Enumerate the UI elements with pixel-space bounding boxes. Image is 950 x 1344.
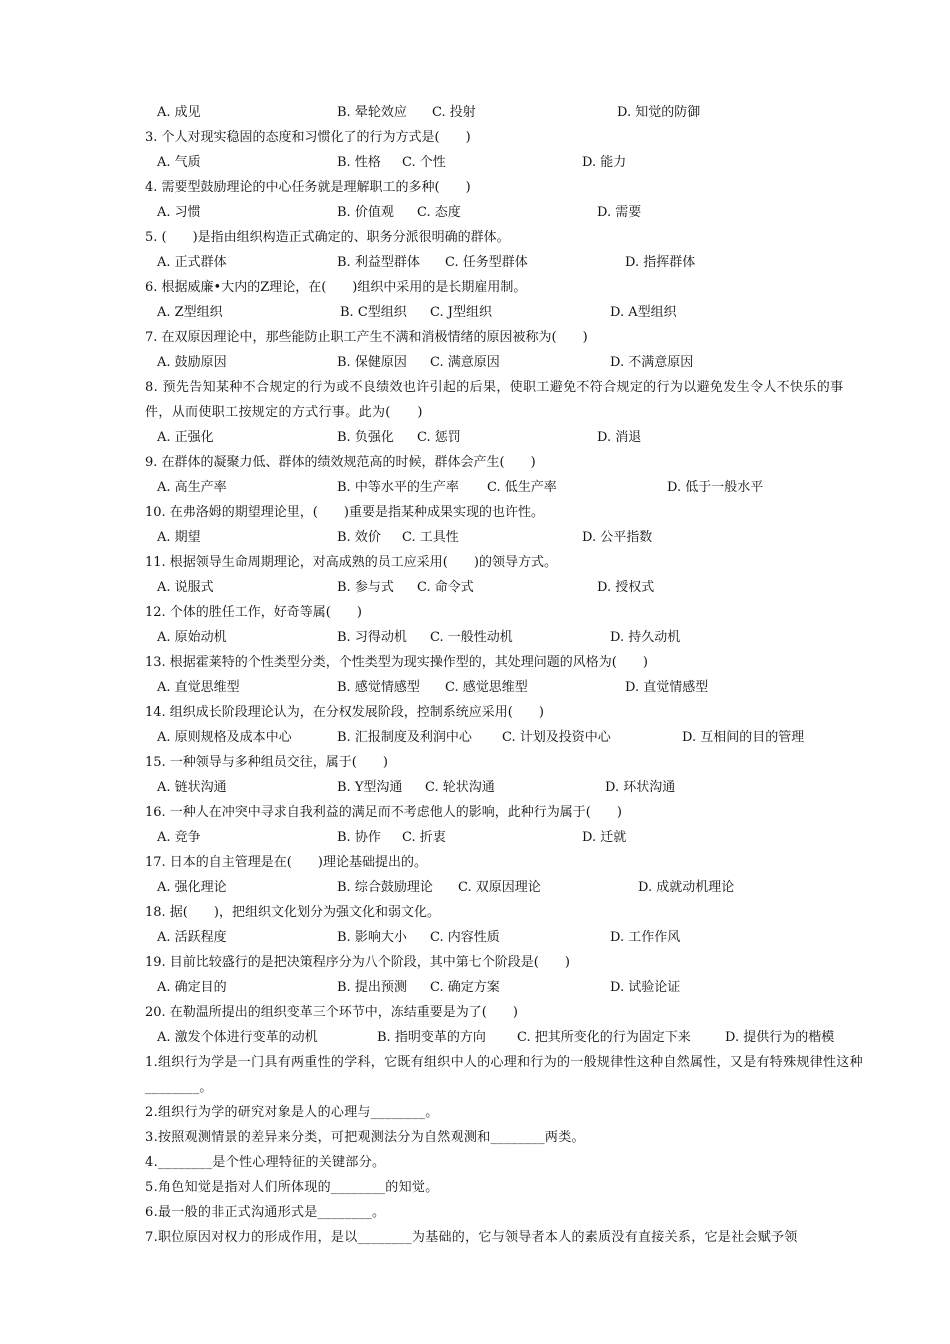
option-d: D. 知觉的防御 <box>617 105 701 120</box>
options-row <box>145 975 865 1000</box>
fill-in-question: 5.角色知觉是指对人们所体现的________的知觉。 <box>145 1180 439 1195</box>
option-c: C. 工具性 <box>402 530 459 545</box>
option-d: D. 成就动机理论 <box>638 880 735 895</box>
option-c: C. 计划及投资中心 <box>502 730 611 745</box>
option-b: B. 协作 <box>337 830 381 845</box>
question-stem: 3. 个人对现实稳固的态度和习惯化了的行为方式是( ) <box>145 130 471 145</box>
option-b: B. 利益型群体 <box>337 255 420 270</box>
option-d: D. 提供行为的楷模 <box>725 1030 835 1045</box>
question-stem: 8. 预先告知某种不合规定的行为或不良绩效也许引起的后果，使职工避免不符合规定的行为以避免发生令人不快乐的事件，从而使职工按规定的方式行事。此为( ) <box>145 380 844 420</box>
option-a: A. 竞争 <box>157 830 201 845</box>
option-c: C. 满意原因 <box>430 355 500 370</box>
question-stem: 11. 根据领导生命周期理论，对高成熟的员工应采用( )的领导方式。 <box>145 555 557 570</box>
question-stem: 20. 在勒温所提出的组织变革三个环节中，冻结重要是为了( ) <box>145 1005 518 1020</box>
option-a: A. 说服式 <box>157 580 214 595</box>
question-stem: 19. 目前比较盛行的是把决策程序分为八个阶段，其中第七个阶段是( ) <box>145 955 570 970</box>
options-row <box>145 100 865 125</box>
option-b: B. 感觉情感型 <box>337 680 420 695</box>
option-a: A. 成见 <box>157 105 201 120</box>
question-stem: 10. 在弗洛姆的期望理论里，( )重要是指某种成果实现的也许性。 <box>145 505 544 520</box>
option-b: B. 保健原因 <box>337 355 407 370</box>
option-d: D. 工作作风 <box>610 930 681 945</box>
options-row <box>145 825 865 850</box>
option-d: D. 互相间的目的管理 <box>682 730 805 745</box>
option-b: B. 效价 <box>337 530 381 545</box>
option-c: C. 态度 <box>417 205 461 220</box>
option-b: B. 影响大小 <box>337 930 407 945</box>
option-a: A. 激发个体进行变革的动机 <box>157 1030 318 1045</box>
option-c: C. 低生产率 <box>487 480 557 495</box>
option-d: D. 不满意原因 <box>610 355 694 370</box>
question-stem: 9. 在群体的凝聚力低、群体的绩效规范高的时候，群体会产生( ) <box>145 455 536 470</box>
option-b: B. 价值观 <box>337 205 394 220</box>
question-stem: 5. ( )是指由组织构造正式确定的、职务分派很明确的群体。 <box>145 230 510 245</box>
fill-in-question: 6.最一般的非正式沟通形式是________。 <box>145 1205 386 1220</box>
question-stem: 13. 根据霍莱特的个性类型分类，个性类型为现实操作型的，其处理问题的风格为( ) <box>145 655 648 670</box>
options-row <box>145 925 865 950</box>
option-c: C. 命令式 <box>417 580 474 595</box>
option-a: A. 习惯 <box>157 205 201 220</box>
option-a: A. 活跃程度 <box>157 930 227 945</box>
option-b: B. 提出预测 <box>337 980 407 995</box>
option-c: C. 折衷 <box>402 830 446 845</box>
option-a: A. 确定目的 <box>157 980 227 995</box>
question-stem: 7. 在双原因理论中，那些能防止职工产生不满和消极情绪的原因被称为( ) <box>145 330 588 345</box>
question-stem: 16. 一种人在冲突中寻求自我利益的满足而不考虑他人的影响，此种行为属于( ) <box>145 805 622 820</box>
options-row <box>145 775 865 800</box>
fill-in-question: 3.按照观测情景的差异来分类，可把观测法分为自然观测和________两类。 <box>145 1130 585 1145</box>
option-c: C. 把其所变化的行为固定下来 <box>517 1030 691 1045</box>
option-b: B. Y型沟通 <box>337 780 403 795</box>
option-a: A. 气质 <box>157 155 201 170</box>
option-d: D. 消退 <box>597 430 642 445</box>
options-row <box>145 425 865 450</box>
option-a: A. 原则规格及成本中心 <box>157 730 292 745</box>
option-a: A. 高生产率 <box>157 480 227 495</box>
question-stem: 15. 一种领导与多种组员交往，属于( ) <box>145 755 388 770</box>
option-b: B. 指明变革的方向 <box>377 1030 486 1045</box>
question-stem: 6. 根据威廉•大内的Z理论，在( )组织中采用的是长期雇用制。 <box>145 280 527 295</box>
option-b: B. 汇报制度及利润中心 <box>337 730 472 745</box>
option-d: D. 指挥群体 <box>625 255 696 270</box>
option-a: A. 直觉思维型 <box>157 680 240 695</box>
options-row <box>145 200 865 225</box>
options-row <box>145 625 865 650</box>
option-d: D. 能力 <box>582 155 627 170</box>
option-a: A. 正式群体 <box>157 255 227 270</box>
options-row <box>145 875 865 900</box>
option-c: C. 内容性质 <box>430 930 500 945</box>
option-b: B. 中等水平的生产率 <box>337 480 459 495</box>
fill-in-question: 4.________是个性心理特征的关键部分。 <box>145 1155 386 1170</box>
options-row <box>145 250 865 275</box>
option-a: A. 鼓励原因 <box>157 355 227 370</box>
question-stem: 4. 需要型鼓励理论的中心任务就是理解职工的多种( ) <box>145 180 471 195</box>
option-d: D. 迁就 <box>582 830 627 845</box>
option-d: D. A型组织 <box>610 305 677 320</box>
option-b: B. 习得动机 <box>337 630 407 645</box>
option-b: B. 综合鼓励理论 <box>337 880 433 895</box>
document-page <box>145 100 865 1250</box>
option-c: C. 轮状沟通 <box>425 780 495 795</box>
options-row <box>145 725 865 750</box>
question-stem: 17. 日本的自主管理是在( )理论基础提出的。 <box>145 855 427 870</box>
option-b: B. C型组织 <box>340 305 407 320</box>
fill-in-question: 1.组织行为学是一门具有两重性的学科，它既有组织中人的心理和行为的一般规律性这种自然属性，又是有特殊规律性这种________。 <box>145 1055 863 1095</box>
option-c: C. 一般性动机 <box>430 630 513 645</box>
question-stem: 14. 组织成长阶段理论认为，在分权发展阶段，控制系统应采用( ) <box>145 705 544 720</box>
option-a: A. 强化理论 <box>157 880 227 895</box>
option-b: B. 晕轮效应 <box>337 105 407 120</box>
options-row <box>145 575 865 600</box>
option-c: C. 确定方案 <box>430 980 500 995</box>
option-c: C. 个性 <box>402 155 446 170</box>
option-d: D. 授权式 <box>597 580 655 595</box>
question-stem: 12. 个体的胜任工作，好奇等属( ) <box>145 605 362 620</box>
option-c: C. 任务型群体 <box>445 255 528 270</box>
option-b: B. 负强化 <box>337 430 394 445</box>
options-row <box>145 300 865 325</box>
option-a: A. 原始动机 <box>157 630 227 645</box>
fill-in-question: 7.职位原因对权力的形成作用，是以________为基础的，它与领导者本人的素质没有直接关系，它是社会赋予领 <box>145 1230 798 1245</box>
option-d: D. 公平指数 <box>582 530 653 545</box>
options-row <box>145 675 865 700</box>
option-d: D. 持久动机 <box>610 630 681 645</box>
option-c: C. J型组织 <box>430 305 492 320</box>
fill-in-question: 2.组织行为学的研究对象是人的心理与________。 <box>145 1105 439 1120</box>
question-stem: 18. 据( )，把组织文化划分为强文化和弱文化。 <box>145 905 440 920</box>
options-row <box>145 1025 865 1050</box>
option-d: D. 直觉情感型 <box>625 680 709 695</box>
options-row <box>145 525 865 550</box>
option-c: C. 感觉思维型 <box>445 680 528 695</box>
option-b: B. 性格 <box>337 155 381 170</box>
option-d: D. 低于一般水平 <box>667 480 764 495</box>
option-a: A. 链状沟通 <box>157 780 227 795</box>
option-c: C. 惩罚 <box>417 430 461 445</box>
option-a: A. 期望 <box>157 530 201 545</box>
options-row <box>145 475 865 500</box>
option-c: C. 双原因理论 <box>458 880 541 895</box>
options-row <box>145 350 865 375</box>
option-d: D. 需要 <box>597 205 642 220</box>
option-d: D. 环状沟通 <box>605 780 676 795</box>
option-b: B. 参与式 <box>337 580 394 595</box>
option-a: A. Z型组织 <box>157 305 223 320</box>
options-row <box>145 150 865 175</box>
option-d: D. 试验论证 <box>610 980 681 995</box>
option-c: C. 投射 <box>432 105 476 120</box>
option-a: A. 正强化 <box>157 430 214 445</box>
